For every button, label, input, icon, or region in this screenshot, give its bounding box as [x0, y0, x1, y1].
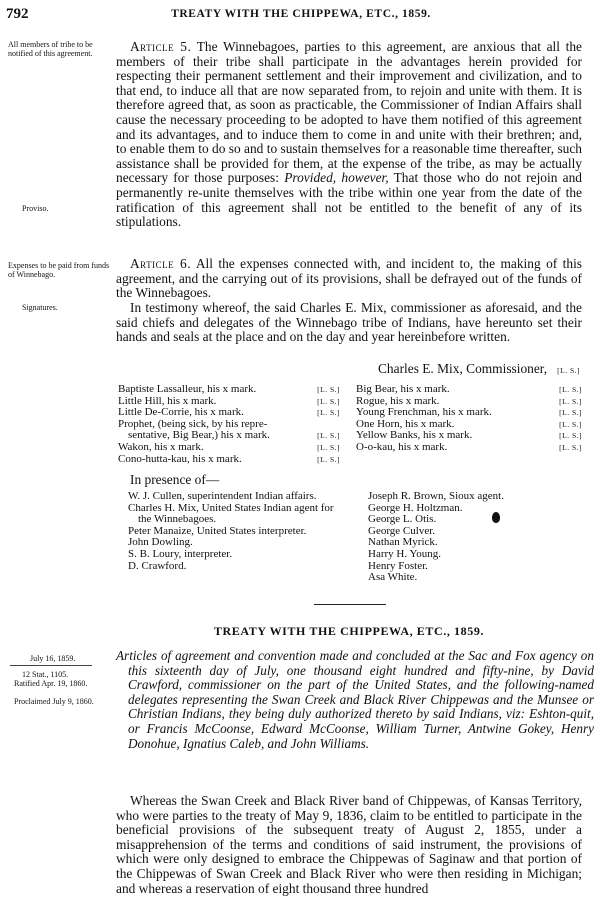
margin-note-stat: 12 Stat., 1105.: [22, 670, 69, 679]
article-6-paragraph: [116, 257, 582, 301]
witnesses-right: [368, 491, 582, 584]
signature-row: Baptiste Lassalleur, his x mark. [L. S.]: [118, 383, 340, 395]
witness-item: George L. Otis.: [368, 513, 437, 526]
witness-item: John Dowling.: [128, 536, 193, 549]
margin-rule: [10, 665, 92, 666]
witness-item: Henry Foster.: [368, 559, 428, 572]
witness-item: D. Crawford.: [128, 559, 187, 572]
commissioner-seal: [L. S.]: [557, 366, 580, 375]
margin-note-date: July 16, 1859.: [30, 654, 76, 663]
treaty-heading: TREATY WITH THE CHIPPEWA, ETC., 1859.: [213, 624, 485, 638]
presence-heading: In presence of—: [130, 472, 220, 487]
running-title: TREATY WITH THE CHIPPEWA, ETC., 1859.: [171, 8, 431, 20]
proviso-italic: Provided, however,: [284, 170, 389, 186]
page-number: 792: [6, 6, 29, 22]
witnesses-left: [128, 491, 338, 572]
article-6-label: Article 6.: [130, 256, 192, 271]
ink-blot: [492, 512, 500, 523]
section-rule: [314, 604, 386, 605]
signature-row: Yellow Banks, his x mark. [L. S.]: [356, 429, 582, 442]
signature-row: One Horn, his x mark. [L. S.]: [356, 417, 582, 430]
article-5-label: Article 5.: [130, 39, 192, 54]
signature-row: O-o-kau, his x mark. [L. S.]: [356, 440, 582, 453]
page-header: [6, 6, 596, 24]
signatures-left: [118, 384, 340, 465]
whereas-paragraph: Whereas the Swan Creek and Black River band of Chippewas, of Kansas Territory, who were parties to the treaty of May 9, 1836, claim to be entitled to participate in the beneficial provisions of the subsequent treaty of August 2, 1855, under a misapprehension of the terms and conditions of said instrument, the provisions of which were only designed to embrace the Chippewas of Saginaw and that portion of the Chippewas of Swan Creek and Black River who were then residing in Michigan; and whereas a reservation of eight thousand three hundred: [116, 793, 582, 896]
signature-row: sentative, Big Bear,) his x mark. [L. S.]: [128, 429, 340, 442]
margin-note-ratified: Ratified Apr. 19, 1860.: [14, 679, 88, 688]
margin-note-notify: All members of tribe to be notified of this agreement.: [8, 40, 93, 58]
margin-note-signatures: Signatures.: [22, 303, 58, 312]
witness-item: W. J. Cullen, superintendent Indian affairs.: [128, 490, 317, 502]
margin-note-proclaimed: Proclaimed July 9, 1860.: [14, 697, 94, 706]
signature-row: Rogue, his x mark. [L. S.]: [356, 394, 582, 407]
witness-item: Harry H. Young.: [368, 547, 442, 560]
witness-item: Asa White.: [368, 571, 418, 584]
article-5-paragraph: [116, 40, 582, 230]
witness-item: George H. Holtzman.: [368, 501, 463, 514]
signature-row: Prophet, (being sick, by his repre-: [118, 417, 268, 430]
witness-item: Charles H. Mix, United States Indian agent for the Winnebagoes.: [128, 501, 334, 526]
signatures-right: [356, 384, 582, 454]
commissioner-name: Charles E. Mix, Commissioner,: [378, 361, 548, 376]
witness-item: Joseph R. Brown, Sioux agent.: [368, 490, 504, 502]
witness-item: Peter Manaize, United States interpreter.: [128, 524, 307, 537]
article-5-text: The Winnebagoes, parties to this agreement, are anxious that all the members of their tribe shall participate in the advantages herein provided for respecting their permanent settlement and their improvement and civilization, and to that end, to induce all that are now separated from, to rejoin and unite with them. It is therefore agreed that, as soon as practicable, the Commissioner of Indian Affairs shall cause the necessary proceeding to be adopted to have them notified of this agreement and its advantages, and to induce them to come in and unite with their brethren; and, to enable them to do so and to sustain themselves for a reasonable time thereafter, such assistance shall be provided for them, at the expense of the tribe, as may be actually necessary for those purposes:: [116, 39, 582, 186]
article-6-text: All the expenses connected with, and incident to, the making of this agreement, and the carrying out of its provisions, shall be defrayed out of the funds of the Winnebagoes.: [116, 256, 583, 301]
testimony-paragraph: In testimony whereof, the said Charles E. Mix, commissioner as aforesaid, and the said chiefs and delegates of the Winnebago tribe of Indians, have hereunto set their hands and seals at the place and on the day and year hereinbefore written.: [116, 300, 582, 345]
signature-row: Young Frenchman, his x mark. [L. S.]: [356, 406, 582, 419]
margin-note-expenses: Expenses to be paid from funds of Winnebago.: [8, 261, 110, 279]
margin-note-proviso: Proviso.: [22, 204, 49, 213]
signature-row: Cono-hutta-kau, his x mark. [L. S.]: [118, 452, 340, 465]
signature-row: Little De-Corrie, his x mark. [L. S.]: [118, 406, 340, 419]
signature-row: Little Hill, his x mark. [L. S.]: [118, 394, 340, 407]
signature-row: Wakon, his x mark. [L. S.]: [118, 440, 340, 453]
article-5-text-2: That those who do not rejoin and permanently re-unite themselves with the tribe within one year from the date of the ratification of this agreement shall not be entitled to the benefit of any of its stipulations.: [116, 170, 582, 230]
witness-item: George Culver.: [368, 524, 436, 537]
treaty-preamble: Articles of agreement and convention made and concluded at the Sac and Fox agency on this sixteenth day of July, one thousand eight hundred and fifty-nine, by David Crawford, commissioner on the part of the United States, and the following-named delegates representing the Swan Creek and Black River Chippewas and the Munsee or Christian Indians, they being duly authorized thereto by said Indians, viz: Eshton-quit, or Francis McCoonse, Edward McCoonse, William Turner, Antwine Gokey, Henry Donohue, Ignatius Caleb, and John Williams.: [116, 648, 594, 751]
commissioner-signature: [378, 361, 580, 377]
signature-row: Big Bear, his x mark. [L. S.]: [356, 383, 582, 395]
witness-item: Nathan Myrick.: [368, 536, 438, 549]
witness-item: S. B. Loury, interpreter.: [128, 547, 233, 560]
